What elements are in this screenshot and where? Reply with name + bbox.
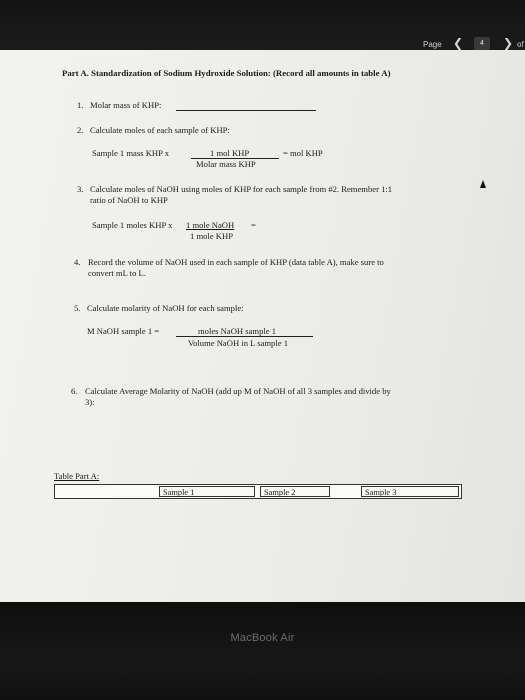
q6-text-2: 3): <box>85 397 95 407</box>
table-header-sample-3: Sample 3 <box>361 486 459 497</box>
page-number-box[interactable]: 4 <box>474 37 490 50</box>
q3-text: Calculate moles of NaOH using moles of KHP for each sample from #2. Remember 1:1 <box>90 184 393 194</box>
q6-number: 6. <box>71 386 78 396</box>
q6-text: Calculate Average Molarity of NaOH (add up M of NaOH of all 3 samples and divide by <box>85 386 391 396</box>
q2-text: Calculate moles of each sample of KHP: <box>90 125 230 135</box>
q3-number: 3. <box>77 184 84 194</box>
q3-text-2: ratio of NaOH to KHP <box>90 195 168 205</box>
chevron-left-icon[interactable]: ❮ <box>453 36 464 50</box>
section-heading: Part A. Standardization of Sodium Hydroxide Solution: (Record all amounts in table A) <box>62 68 391 78</box>
brand-logo-text: MacBook Air <box>230 632 295 644</box>
q2-eq-top: 1 mol KHP <box>210 148 250 158</box>
of-label: of <box>517 40 524 49</box>
table-header-sample-2: Sample 2 <box>260 486 330 497</box>
q3-eq-right: = <box>251 220 256 230</box>
q2-number: 2. <box>77 125 84 135</box>
q4-text: Record the volume of NaOH used in each sample of KHP (data table A), make sure to <box>88 257 384 267</box>
q4-text-2: convert mL to L. <box>88 268 146 278</box>
q5-eq-top: moles NaOH sample 1 <box>198 326 277 336</box>
laptop-bezel <box>0 602 525 700</box>
q5-number: 5. <box>74 303 81 313</box>
q5-eq-bottom: Volume NaOH in L sample 1 <box>188 338 289 348</box>
q2-eq-right: = mol KHP <box>283 148 323 158</box>
data-table <box>54 484 462 499</box>
document-page <box>0 50 525 602</box>
q4-number: 4. <box>74 257 81 267</box>
table-label: Table Part A: <box>54 471 100 481</box>
q2-eq-bottom: Molar mass KHP <box>196 159 256 169</box>
q1-number: 1. <box>77 100 84 110</box>
table-header-sample-1: Sample 1 <box>159 486 255 497</box>
q1-text: Molar mass of KHP: <box>90 100 162 110</box>
q3-eq-left: Sample 1 moles KHP x <box>92 220 173 230</box>
chevron-right-icon[interactable]: ❯ <box>503 36 514 50</box>
q1-answer-line <box>176 100 316 111</box>
q5-eq-left: M NaOH sample 1 = <box>87 326 160 336</box>
mouse-cursor-icon <box>480 180 486 188</box>
q5-text: Calculate molarity of NaOH for each sample: <box>87 303 244 313</box>
q3-eq-bottom: 1 mole KHP <box>190 231 233 241</box>
q3-eq-top: 1 mole NaOH <box>186 220 235 230</box>
q2-eq-left: Sample 1 mass KHP x <box>92 148 170 158</box>
page-label: Page <box>423 40 442 49</box>
